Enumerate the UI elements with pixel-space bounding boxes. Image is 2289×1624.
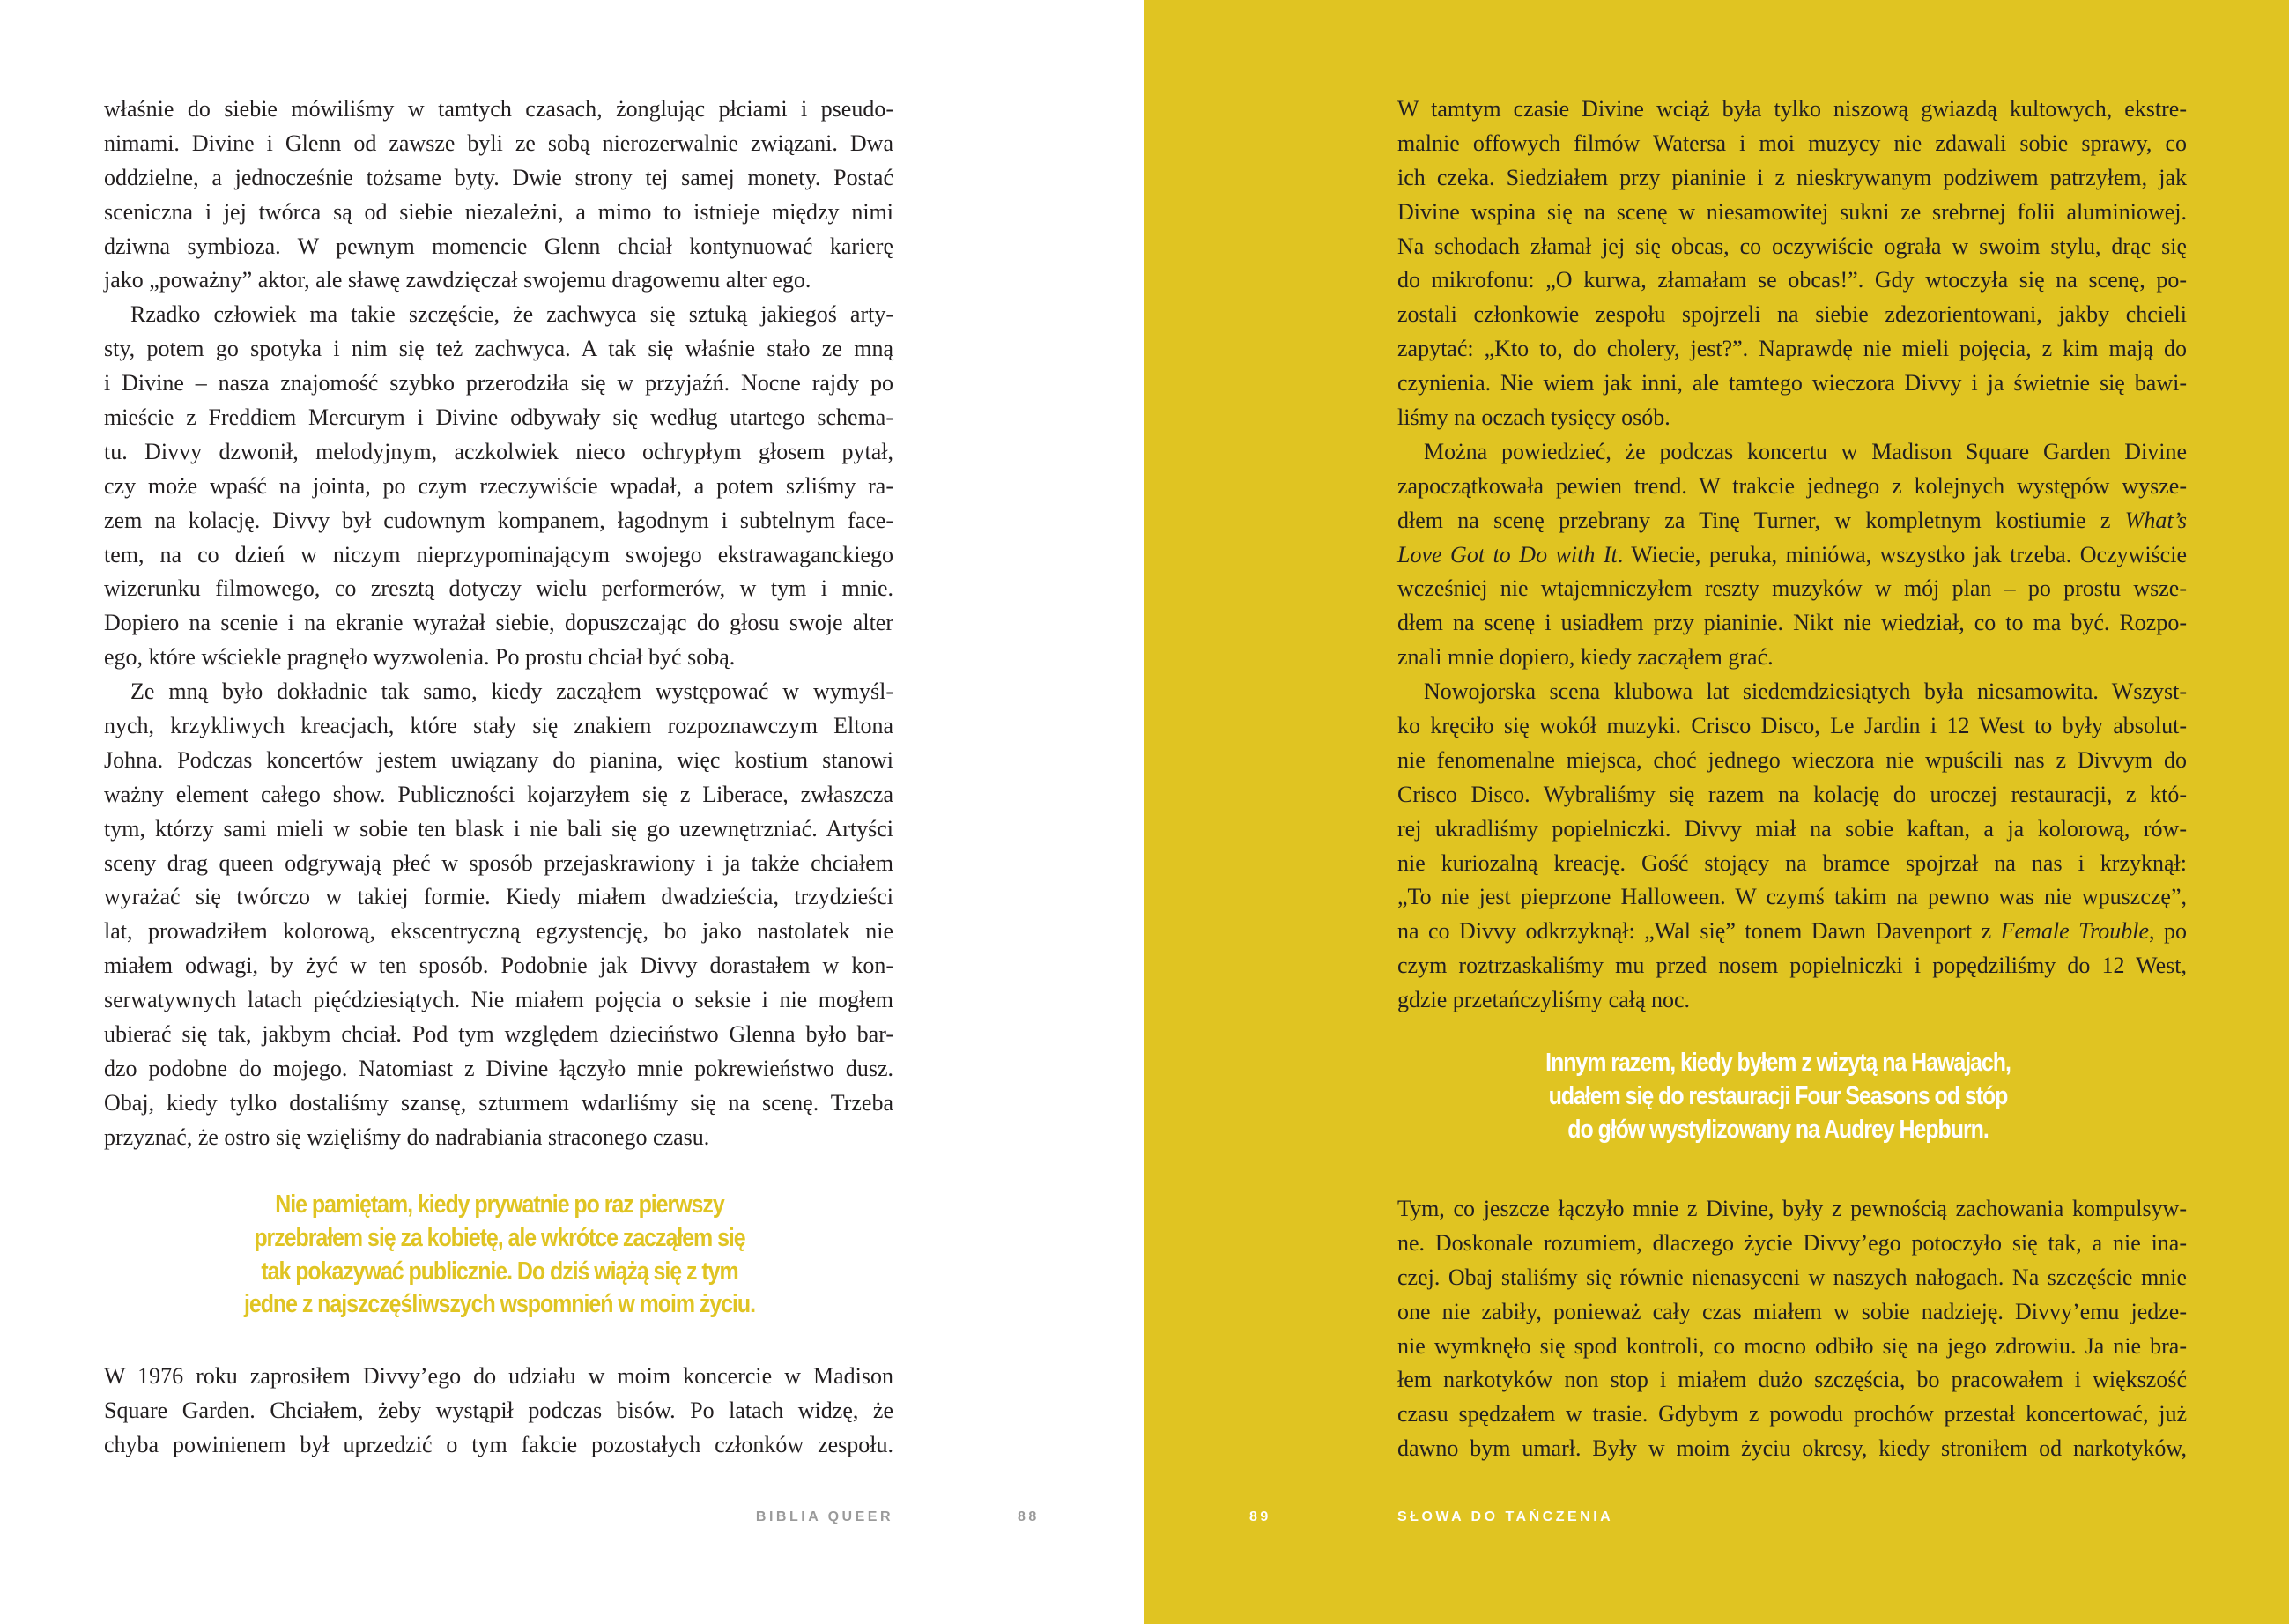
text-line: właśnie do siebie mówiliśmy w tamtych czasach, żonglując płciami i pseudo- (104, 96, 893, 122)
pull-quote-line: udałem się do restauracji Four Seasons od stóp (1548, 1081, 2008, 1110)
paragraph (104, 93, 893, 298)
left-running-head: BIBLIA QUEER (755, 1509, 893, 1524)
text-line: zostali członkowie zespołu spojrzeli na siebie zdezorientowani, jakby chcieli (1397, 301, 2187, 328)
text-line (1397, 504, 2187, 538)
text-line: Dopiero na scenie i na ekranie wyrażał siebie, dopuszczając do głosu swoje alter (104, 610, 893, 636)
text-line: sceny drag queen odgrywają płeć w sposób przejaskrawiony i ja także chciałem (104, 849, 893, 876)
pull-quote-line: tak pokazywać publicznie. Do dziś wiążą się z tym (261, 1257, 738, 1286)
text-line: Tym, co jeszcze łączyło mnie z Divine, były z pewnością zachowania kompulsyw- (1397, 1196, 2187, 1221)
text-line: dziwna symbioza. W pewnym momencie Glenn chciał kontynuować karierę (104, 233, 893, 259)
text-line: „To nie jest pieprzone Halloween. W czymś takim na pewno was nie wpuszczę”, (1397, 884, 2187, 910)
text-segment: na co Divvy odkrzyknął: „Wal się” tonem Dawn Davenport z (1397, 918, 2001, 945)
text-line: ważny element całego show. Publiczności kojarzyłem się z Liberace, zwłaszcza (104, 781, 893, 807)
text-line: ubierać się tak, jakbym chciał. Pod tym względem dzieciństwo Glenna było bar- (104, 1021, 893, 1048)
paragraph (1397, 1192, 2187, 1466)
left-pull-quote (196, 1189, 803, 1322)
italic-title: What’s (2124, 507, 2187, 533)
text-line: miałem odwagi, by żyć w ten sposób. Podobnie jak Divvy dorastałem w kon- (104, 953, 893, 979)
text-line: oddzielne, a jednocześnie tożsame byty. Dwie strony tej samej monety. Postać (104, 164, 893, 190)
text-line: czy może wpaść na jointa, po czym rzeczywiście wpadał, a potem szliśmy ra- (104, 472, 893, 499)
text-line: nimami. Divine i Glenn od zawsze byli ze sobą nierozerwalnie związani. Dwa (104, 130, 893, 156)
text-line: ne. Doskonale rozumiem, dlaczego życie Divvy’ego potoczyło się tak, a nie ina- (1397, 1229, 2187, 1256)
text-line: W 1976 roku zaprosiłem Divvy’ego do udziału w moim koncercie w Madison (104, 1363, 893, 1389)
right-pull-quote (1475, 1047, 2081, 1146)
italic-title: Female Trouble (2000, 918, 2150, 945)
text-segment: , po (2149, 918, 2188, 945)
pull-quote-line: do głów wystylizowany na Audrey Hepburn. (1567, 1115, 1989, 1144)
text-line: zapoczątkowała pewien trend. W trakcie jednego z kolejnych występów wysze- (1397, 472, 2187, 499)
text-line: Square Garden. Chciałem, żeby wystąpił podczas bisów. Po latach widzę, że (104, 1397, 893, 1423)
text-line: tem, na co dzień w niczym nieprzypominającym swojego ekstrawaganckiego (104, 541, 893, 567)
text-line: tu. Divvy dzwonił, melodyjnym, aczkolwiek nieco ochrypłym głosem pytał, (104, 438, 893, 464)
text-line: czej. Obaj staliśmy się równie nienasyceni w naszych nałogach. Na szczęście mnie (1397, 1264, 2187, 1290)
text-line: dawno bym umarł. Były w moim życiu okresy, kiedy stroniłem od narkotyków, (1397, 1435, 2187, 1462)
text-segment: dłem na scenę przebrany za Tinę Turner, w kompletnym kostiumie z (1397, 507, 2125, 533)
pull-quote-line: Nie pamiętam, kiedy prywatnie po raz pierwszy (275, 1190, 724, 1219)
paragraph (104, 298, 893, 675)
text-line: rej ukradliśmy popielniczki. Divvy miał na sobie kaftan, a ja kolorową, rów- (1397, 815, 2187, 842)
text-line: Johna. Podczas koncertów jestem uwiązany do pianina, więc kostium stanowi (104, 746, 893, 773)
text-line: Crisco Disco. Wybraliśmy się razem na kolację do uroczej restauracji, z któ- (1397, 781, 2187, 807)
left-body-text (104, 93, 893, 1155)
text-line: czynienia. Nie wiem jak inni, ale tamtego wieczora Divvy i ja świetnie się bawi- (1397, 370, 2187, 397)
pull-quote-line: jedne z najszczęśliwszych wspomnień w moim życiu. (243, 1290, 756, 1319)
text-line: dzo podobne do mojego. Natomiast z Divine łączyło mnie pokrewieństwo dusz. (104, 1055, 893, 1081)
right-running-head: SŁOWA DO TAŃCZENIA (1397, 1509, 1614, 1524)
paragraph (1397, 435, 2187, 675)
text-line: Divine wspina się na scenę w niesamowitej sukni ze srebrnej folii aluminiowej. (1397, 198, 2187, 225)
text-segment: . Wiecie, peruka, miniówa, wszystko jak trzeba. Oczywiście (1617, 541, 2187, 567)
text-line: łem narkotyków non stop i miałem dużo szczęścia, bo pracowałem i większość (1397, 1367, 2187, 1393)
paragraph (104, 675, 893, 1154)
text-line: Rzadko człowiek ma takie szczęście, że zachwyca się sztuką jakiegoś arty- (130, 301, 893, 328)
text-line: zapytać: „Kto to, do cholery, jest?”. Naprawdę nie mieli pojęcia, z kim mają do (1397, 336, 2187, 362)
left-page-number: 88 (1018, 1509, 1040, 1524)
text-line: ich czeka. Siedziałem przy pianinie i z nieskrywanym podziwem patrzyłem, jak (1397, 164, 2187, 190)
paragraph (1397, 93, 2187, 435)
text-line: Obaj, kiedy tylko dostaliśmy szansę, szturmem wdarliśmy się na scenę. Trzeba (104, 1089, 893, 1116)
right-page (1144, 0, 2289, 1624)
text-line: serwatywnych latach pięćdziesiątych. Nie miałem pojęcia o seksie i nie mogłem (104, 987, 893, 1013)
text-line: Można powiedzieć, że podczas koncertu w Madison Square Garden Divine (1424, 438, 2187, 464)
text-line (1397, 915, 2187, 949)
text-line: liśmy na oczach tysięcy osób. (1397, 404, 1670, 431)
text-line: i Divine – nasza znajomość szybko przerodziła się w przyjaźń. Nocne rajdy po (104, 370, 893, 397)
right-body-text (1397, 93, 2187, 1018)
pull-quote-line: Innym razem, kiedy byłem z wizytą na Hawajach, (1545, 1049, 2011, 1077)
left-page (0, 0, 1144, 1624)
text-line: przyznać, że ostro się wzięliśmy do nadrabiania straconego czasu. (104, 1123, 710, 1150)
text-line: ego, które wściekle pragnęło wyzwolenia. Po prostu chciał być sobą. (104, 644, 736, 671)
text-line: nie fenomenalne miejsca, choć jednego wieczora nie wpuścili nas z Divvym do (1397, 746, 2187, 773)
text-line: jako „poważny” aktor, ale sławę zawdzięczał swojemu dragowemu alter ego. (104, 267, 811, 293)
text-line: nie kuriozalną kreację. Gość stojący na bramce spojrzał na nas i krzyknął: (1397, 849, 2187, 876)
text-line: znali mnie dopiero, kiedy zacząłem grać. (1397, 644, 1774, 671)
text-line: ko kręciło się wokół muzyki. Crisco Disco, Le Jardin i 12 West to były absolut- (1397, 713, 2187, 739)
text-line: dłem na scenę i usiadłem przy pianinie. Nikt nie wiedział, co to ma być. Rozpo- (1397, 610, 2187, 636)
text-line: Nowojorska scena klubowa lat siedemdziesiątych była niesamowita. Wszyst- (1424, 679, 2187, 705)
italic-title: Love Got to Do with It (1397, 541, 1618, 567)
text-line: czym roztrzaskaliśmy mu przed nosem popielniczki i popędziliśmy do 12 West, (1397, 953, 2187, 979)
pull-quote-line: przebrałem się za kobietę, ale wkrótce zacząłem się (254, 1223, 745, 1252)
text-line: gdzie przetańczyliśmy całą noc. (1397, 987, 1691, 1013)
left-continuation-text (104, 1360, 893, 1463)
text-line: chyba powinienem był uprzedzić o tym fakcie pozostałych członków zespołu. (104, 1431, 893, 1457)
text-line: wyrażać się twórczo w takiej formie. Kiedy miałem dwadzieścia, trzydzieści (104, 884, 893, 910)
paragraph (104, 1360, 893, 1463)
text-line: zem na kolację. Divvy był cudownym kompanem, łagodnym i subtelnym face- (104, 507, 893, 533)
text-line: sceniczna i jej twórca są od siebie niezależni, a mimo to istnieje między nimi (104, 198, 893, 225)
text-line: mieście z Freddiem Mercurym i Divine odbywały się według utartego schema- (104, 404, 893, 431)
paragraph (1397, 675, 2187, 1018)
text-line: lat, prowadziłem kolorową, ekscentryczną egzystencję, bo jako nastolatek nie (104, 918, 893, 945)
text-line: W tamtym czasie Divine wciąż była tylko niszową gwiazdą kultowych, ekstre- (1397, 96, 2187, 122)
right-continuation-text (1397, 1192, 2187, 1466)
text-line: Na schodach złamał jej się obcas, co oczywiście ograła w swoim stylu, drąc się (1397, 233, 2187, 259)
text-line: do mikrofonu: „O kurwa, złamałam se obcas!”. Gdy wtoczyła się na scenę, po- (1397, 267, 2187, 293)
text-line: one nie zabiły, ponieważ cały czas miałem w sobie nadzieję. Divvy’emu jedze- (1397, 1298, 2187, 1324)
text-line: czasu spędzałem w trasie. Gdybym z powodu prochów przestał koncertować, już (1397, 1401, 2187, 1427)
text-line: tym, którzy sami mieli w sobie ten blask i nie bali się go uzewnętrzniać. Artyści (104, 815, 893, 842)
text-line: sty, potem go spotyka i nim się też zachwyca. A tak się właśnie stało ze mną (104, 336, 893, 362)
text-line: malnie offowych filmów Watersa i moi muzycy nie zdawali sobie sprawy, co (1397, 130, 2187, 156)
right-page-number: 89 (1249, 1509, 1271, 1524)
text-line: wizerunku filmowego, co zresztą dotyczy wielu performerów, w tym i mnie. (104, 575, 893, 602)
text-line: Ze mną było dokładnie tak samo, kiedy zacząłem występować w wymyśl- (130, 679, 893, 705)
text-line: nych, krzykliwych kreacjach, które stały się znakiem rozpoznawczym Eltona (104, 713, 893, 739)
text-line: wcześniej nie wtajemniczyłem reszty muzyków w mój plan – po prostu wsze- (1397, 575, 2187, 602)
text-line: nie wymknęło się spod kontroli, co mocno odbiło się na jego zdrowiu. Ja nie bra- (1397, 1332, 2187, 1359)
text-line (1397, 538, 2187, 573)
